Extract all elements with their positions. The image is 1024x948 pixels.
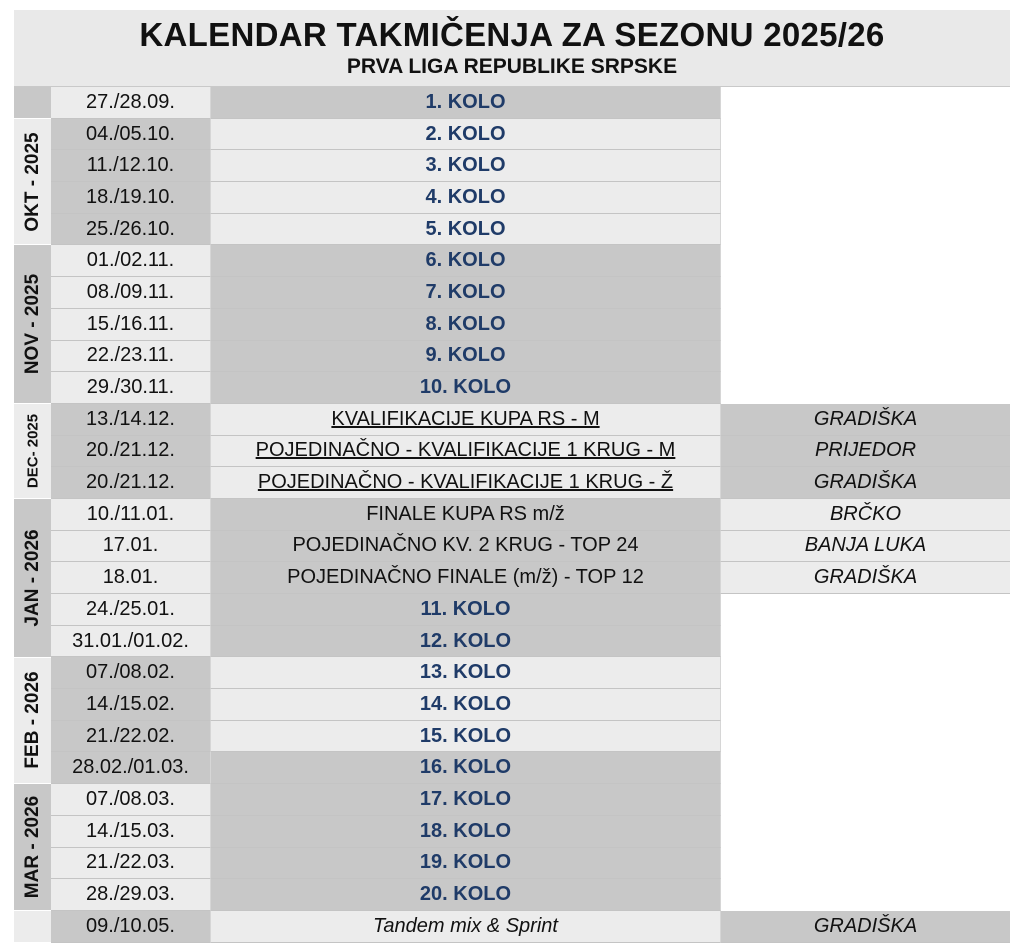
- table-row: [51, 87, 1010, 119]
- row-date: 11./12.10.: [51, 150, 211, 182]
- row-event-label: 13. KOLO: [419, 661, 512, 684]
- row-event-label: 20. KOLO: [419, 883, 512, 906]
- row-venue: [721, 657, 1010, 689]
- row-event: [211, 879, 721, 911]
- row-date: 25./26.10.: [51, 214, 211, 246]
- table-row: [51, 689, 1010, 721]
- table-row: [51, 752, 1010, 784]
- row-date: 22./23.11.: [51, 341, 211, 373]
- row-venue: GRADIŠKA: [721, 404, 1010, 436]
- month-label: [14, 245, 51, 404]
- table-row: [51, 119, 1010, 151]
- row-event: [211, 182, 721, 214]
- row-date: 21./22.02.: [51, 721, 211, 753]
- row-event: [211, 784, 721, 816]
- row-date: 01./02.11.: [51, 245, 211, 277]
- row-event: [211, 245, 721, 277]
- row-event: [211, 150, 721, 182]
- row-event-label: 11. KOLO: [420, 597, 511, 620]
- row-event-label: 3. KOLO: [425, 154, 506, 177]
- row-venue: [721, 752, 1010, 784]
- row-venue: PRIJEDOR: [721, 436, 1010, 468]
- row-event-label: 9. KOLO: [425, 344, 506, 367]
- calendar-sheet: [14, 10, 1010, 943]
- row-event: [211, 626, 721, 658]
- month-label: [14, 119, 51, 246]
- table-row: [51, 562, 1010, 594]
- table-row: [51, 594, 1010, 626]
- row-venue: [721, 848, 1010, 880]
- table-row: [51, 911, 1010, 943]
- row-date: 07./08.02.: [51, 657, 211, 689]
- row-date: 29./30.11.: [51, 372, 211, 404]
- row-event: [211, 816, 721, 848]
- row-event: [211, 404, 721, 436]
- row-venue: [721, 277, 1010, 309]
- row-venue: [721, 721, 1010, 753]
- row-event-label: 4. KOLO: [425, 185, 506, 208]
- row-date: 09./10.05.: [51, 911, 211, 943]
- row-venue: [721, 689, 1010, 721]
- row-date: 18.01.: [51, 562, 211, 594]
- month-label-text: MAR - 2026: [21, 796, 43, 899]
- table-row: [51, 784, 1010, 816]
- schedule-table: [51, 87, 1010, 943]
- row-event-label: 10. KOLO: [419, 376, 512, 399]
- row-event-label: POJEDINAČNO - KVALIFIKACIJE 1 KRUG - M: [255, 439, 676, 462]
- month-label-text: JAN - 2026: [21, 529, 43, 627]
- row-event: [211, 119, 721, 151]
- row-event-label: 7. KOLO: [425, 280, 506, 303]
- month-label-text: OKT - 2025: [21, 131, 43, 232]
- row-date: 20./21.12.: [51, 467, 211, 499]
- table-row: [51, 436, 1010, 468]
- row-date: 14./15.02.: [51, 689, 211, 721]
- table-row: [51, 626, 1010, 658]
- row-event-label: 1. KOLO: [425, 90, 506, 113]
- row-event-label: 8. KOLO: [425, 312, 506, 335]
- month-label: [14, 658, 51, 785]
- row-date: 18./19.10.: [51, 182, 211, 214]
- row-event: [211, 752, 721, 784]
- row-event-label: 5. KOLO: [425, 217, 506, 240]
- row-event-label: Tandem mix & Sprint: [373, 914, 558, 937]
- row-event: [211, 214, 721, 246]
- table-row: [51, 277, 1010, 309]
- row-venue: [721, 626, 1010, 658]
- row-event: [211, 309, 721, 341]
- month-label: [14, 87, 51, 119]
- row-venue: [721, 214, 1010, 246]
- table-row: [51, 309, 1010, 341]
- month-label-text: DEC- 2025: [24, 413, 41, 489]
- row-event: [211, 467, 721, 499]
- row-event: [211, 87, 721, 119]
- row-event-label: POJEDINAČNO KV. 2 KRUG - TOP 24: [292, 534, 639, 557]
- row-venue: [721, 879, 1010, 911]
- month-label: [14, 404, 51, 499]
- calendar-header: [14, 10, 1010, 87]
- row-venue: [721, 309, 1010, 341]
- row-venue: BRČKO: [721, 499, 1010, 531]
- row-venue: [721, 816, 1010, 848]
- row-event-label: 17. KOLO: [419, 787, 512, 810]
- row-venue: GRADIŠKA: [721, 467, 1010, 499]
- table-row: [51, 372, 1010, 404]
- row-date: 28./29.03.: [51, 879, 211, 911]
- month-label: [14, 499, 51, 658]
- table-row: [51, 721, 1010, 753]
- row-date: 14./15.03.: [51, 816, 211, 848]
- table-row: [51, 467, 1010, 499]
- row-venue: [721, 150, 1010, 182]
- month-column: [14, 87, 51, 943]
- row-venue: [721, 341, 1010, 373]
- row-event-label: FINALE KUPA RS m/ž: [366, 502, 565, 525]
- row-event: [211, 499, 721, 531]
- row-date: 13./14.12.: [51, 404, 211, 436]
- row-event-label: POJEDINAČNO - KVALIFIKACIJE 1 KRUG - Ž: [257, 471, 674, 494]
- row-venue: [721, 87, 1010, 119]
- row-event-label: 19. KOLO: [419, 851, 512, 874]
- page-subtitle: PRVA LIGA REPUBLIKE SRPSKE: [346, 55, 678, 78]
- month-label: [14, 911, 51, 943]
- row-venue: [721, 182, 1010, 214]
- row-date: 17.01.: [51, 531, 211, 563]
- row-event-label: POJEDINAČNO FINALE (m/ž) - TOP 12: [287, 566, 644, 589]
- row-date: 04./05.10.: [51, 119, 211, 151]
- table-row: [51, 816, 1010, 848]
- row-venue: GRADIŠKA: [721, 562, 1010, 594]
- row-date: 31.01./01.02.: [51, 626, 211, 658]
- row-venue: BANJA LUKA: [721, 531, 1010, 563]
- page-title: KALENDAR TAKMIČENJA ZA SEZONU 2025/26: [139, 16, 885, 53]
- row-event-label: 15. KOLO: [419, 724, 512, 747]
- row-event-label: KVALIFIKACIJE KUPA RS - M: [331, 407, 600, 430]
- row-event: [211, 848, 721, 880]
- row-event-label: 16. KOLO: [419, 756, 512, 779]
- row-venue: [721, 119, 1010, 151]
- row-date: 28.02./01.03.: [51, 752, 211, 784]
- row-event: [211, 341, 721, 373]
- row-venue: [721, 784, 1010, 816]
- row-venue: GRADIŠKA: [721, 911, 1010, 943]
- table-row: [51, 245, 1010, 277]
- row-event-label: 12. KOLO: [419, 629, 512, 652]
- row-event: [211, 562, 721, 594]
- table-row: [51, 499, 1010, 531]
- month-label-text: FEB - 2026: [21, 671, 43, 770]
- table-row: [51, 657, 1010, 689]
- table-row: [51, 404, 1010, 436]
- table-row: [51, 848, 1010, 880]
- row-event-label: 6. KOLO: [425, 249, 506, 272]
- table-row: [51, 341, 1010, 373]
- row-date: 27./28.09.: [51, 87, 211, 119]
- month-label-text: NOV - 2025: [21, 274, 43, 375]
- table-row: [51, 214, 1010, 246]
- row-event-label: 18. KOLO: [419, 819, 512, 842]
- row-date: 20./21.12.: [51, 436, 211, 468]
- row-event-label: 2. KOLO: [425, 122, 506, 145]
- row-date: 24./25.01.: [51, 594, 211, 626]
- row-venue: [721, 594, 1010, 626]
- row-venue: [721, 245, 1010, 277]
- row-date: 07./08.03.: [51, 784, 211, 816]
- row-event: [211, 436, 721, 468]
- row-event: [211, 372, 721, 404]
- row-date: 10./11.01.: [51, 499, 211, 531]
- row-event: [211, 721, 721, 753]
- row-event: [211, 277, 721, 309]
- row-event: [211, 689, 721, 721]
- row-event-label: 14. KOLO: [419, 692, 512, 715]
- row-event: [211, 531, 721, 563]
- row-event: [211, 594, 721, 626]
- row-date: 21./22.03.: [51, 848, 211, 880]
- table-row: [51, 531, 1010, 563]
- row-date: 08./09.11.: [51, 277, 211, 309]
- calendar-body: [14, 87, 1010, 943]
- table-row: [51, 182, 1010, 214]
- row-event: [211, 657, 721, 689]
- table-row: [51, 879, 1010, 911]
- row-venue: [721, 372, 1010, 404]
- month-label: [14, 784, 51, 911]
- table-row: [51, 150, 1010, 182]
- row-event: [211, 911, 721, 943]
- row-date: 15./16.11.: [51, 309, 211, 341]
